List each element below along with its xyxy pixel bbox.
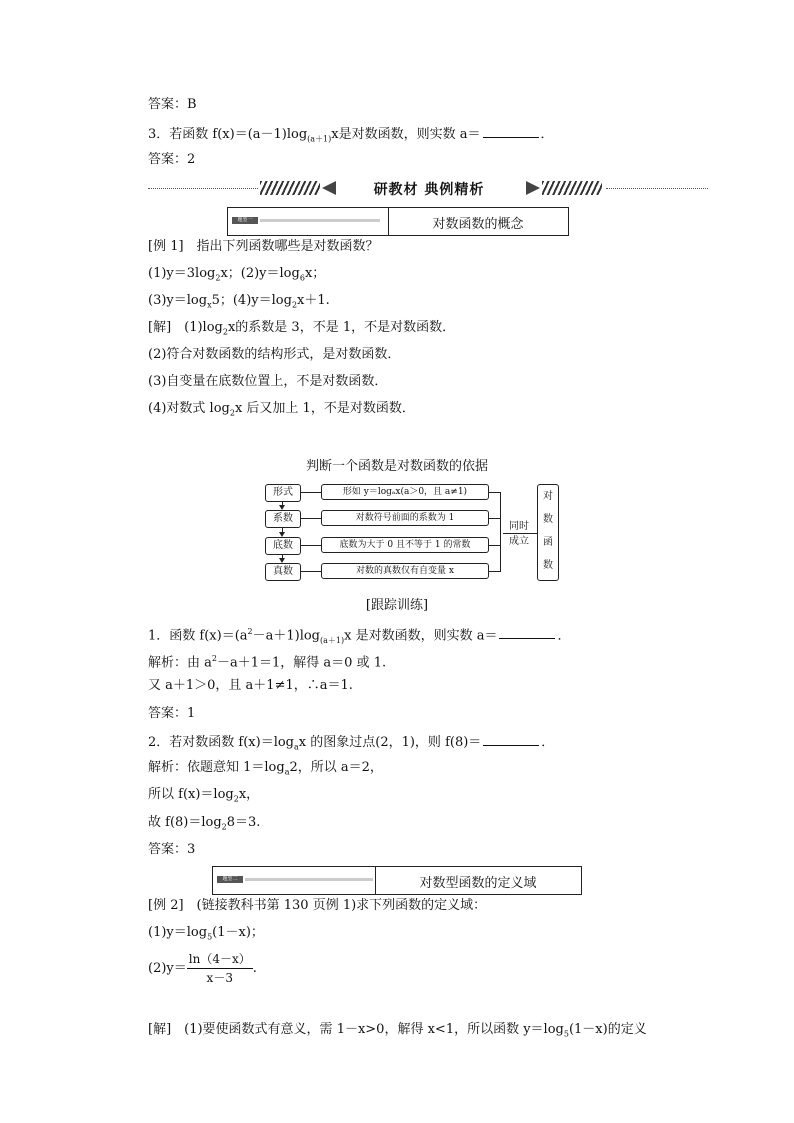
example-2-item-1: $(1)y=\log_5(1-x)$； — [148, 925, 264, 942]
solution-4: (4)对数式 $\log_2x$ 后又加上 1，不是对数函数． — [148, 401, 415, 418]
fraction: $\frac{\ln(4-x)}{x-3}$ — [188, 952, 251, 985]
diagram-left-box-4: 真数 — [265, 563, 301, 581]
arrow-down-icon — [279, 532, 285, 537]
connector — [488, 492, 500, 493]
tracking-q1: 1．函数 $f(x)=(a^2-a+1)\log_{(a+1)}x$ 是对数函数，则实数 a＝ ． — [148, 627, 571, 645]
example-1-items-b: $(3)y=\log_x5$；$(4)y=\log_2x+1$. — [148, 293, 330, 310]
answer-blank — [483, 733, 539, 746]
section-banner — [148, 178, 708, 200]
tracking-heading: [跟踪训练] — [365, 598, 429, 613]
topic-title: 对数函数的概念 — [432, 217, 524, 232]
connector — [300, 518, 321, 519]
topic-tag: 题型一 — [232, 217, 258, 224]
tracking-q2-analysis-1: 解析：依题意知 $1=\log_a2$，所以 a＝2， — [148, 760, 383, 777]
answer-line-2: 答案：2 — [148, 152, 196, 167]
banner-title: 研教材 典例精析 — [373, 182, 485, 198]
tracking-q1-analysis-1: 解析：由 $a^2-a+1=1$，解得 a＝0 或 1. — [148, 654, 387, 671]
answer-line-b: 答案：B — [148, 97, 197, 112]
diagram-mid-box-1: 形如 y＝logₐx(a＞0，且 a≠1) — [321, 484, 489, 500]
join-label: 同时 成立 — [509, 521, 529, 547]
chevron-left-icon — [322, 181, 336, 195]
topic-header-2 — [212, 866, 582, 895]
diagram-left-box-3: 底数 — [265, 537, 301, 555]
diagram-mid-box-3: 底数为大于 0 且不等于 1 的常数 — [321, 537, 489, 553]
tracking-q2-analysis-3: 故 $f(8)=\log_28=3$. — [148, 815, 261, 832]
connector — [488, 518, 500, 519]
tracking-q1-analysis-2: 又 a＋1＞0，且 a＋1≠1，∴a＝1. — [148, 678, 353, 693]
question-3: 3．若函数 $f(x)=(a-1)\log_{(a+1)}x$是对数函数，则实数 a＝ ． — [148, 127, 554, 144]
solution-2: (2)符合对数函数的结构形式，是对数函数． — [148, 347, 401, 362]
connector — [488, 571, 500, 572]
connector — [300, 571, 321, 572]
topic-tag: 题型二 — [217, 876, 243, 883]
diagram-title: 判断一个函数是对数函数的依据 — [305, 459, 488, 474]
chevron-right-icon — [526, 181, 540, 195]
diagram-mid-box-2: 对数符号前面的系数为 1 — [321, 510, 489, 526]
arrow-down-icon — [279, 558, 285, 563]
connector — [488, 545, 500, 546]
tracking-q2: 2．若对数函数 $f(x)=\log_ax$ 的图象过点(2，1)，则 f(8)＝ ． — [148, 735, 555, 752]
topic-bar — [260, 219, 380, 222]
connector — [503, 533, 537, 534]
example-1-items-a: $(1)y=3\log_2x$；$(2)y=\log_6x$； — [148, 266, 326, 283]
banner-stripes-left — [260, 181, 320, 195]
tracking-q2-analysis-2: 所以 $f(x)=\log_2x$， — [148, 787, 260, 804]
topic-bar — [245, 878, 373, 881]
example-2-item-2: (2)y＝ $\frac{\ln(4-x)}{x-3}$ . — [148, 952, 257, 985]
diagram-mid-box-4: 对数的真数仅有自变量 x — [321, 563, 489, 579]
answer-blank — [483, 125, 539, 138]
diagram-left-box-1: 形式 — [265, 484, 301, 502]
example-2-prompt: [例 2] (链接教科书第 130 页例 1)求下列函数的定义域： — [148, 898, 487, 913]
solution-3: (3)自变量在底数位置上，不是对数函数． — [148, 374, 388, 389]
dotted-rule-right — [606, 188, 708, 189]
topic-title: 对数型函数的定义域 — [419, 876, 537, 891]
example-2-solution: [解] (1)要使函数式有意义，需 1－x>0，解得 x<1，所以函数 $y=\log_5(1-x)$的定义 — [148, 1022, 647, 1039]
diagram-left-box-2: 系数 — [265, 510, 301, 528]
bracket-line — [500, 492, 501, 572]
connector — [300, 545, 321, 546]
diagram-result-box: 对 数 函 数 — [537, 484, 559, 581]
tracking-q1-answer: 答案：1 — [148, 706, 196, 721]
example-1-prompt: [例 1] 指出下列函数哪些是对数函数？ — [148, 239, 379, 254]
dotted-rule-left — [148, 188, 258, 189]
arrow-down-icon — [279, 505, 285, 510]
tracking-q2-answer: 答案：3 — [148, 842, 196, 857]
banner-stripes-right — [542, 181, 602, 195]
answer-blank — [499, 626, 555, 639]
connector — [300, 492, 321, 493]
solution-1: [解] $(1)\log_2x$的系数是 3，不是 1，不是对数函数． — [148, 320, 456, 337]
topic-header-1 — [227, 207, 569, 236]
